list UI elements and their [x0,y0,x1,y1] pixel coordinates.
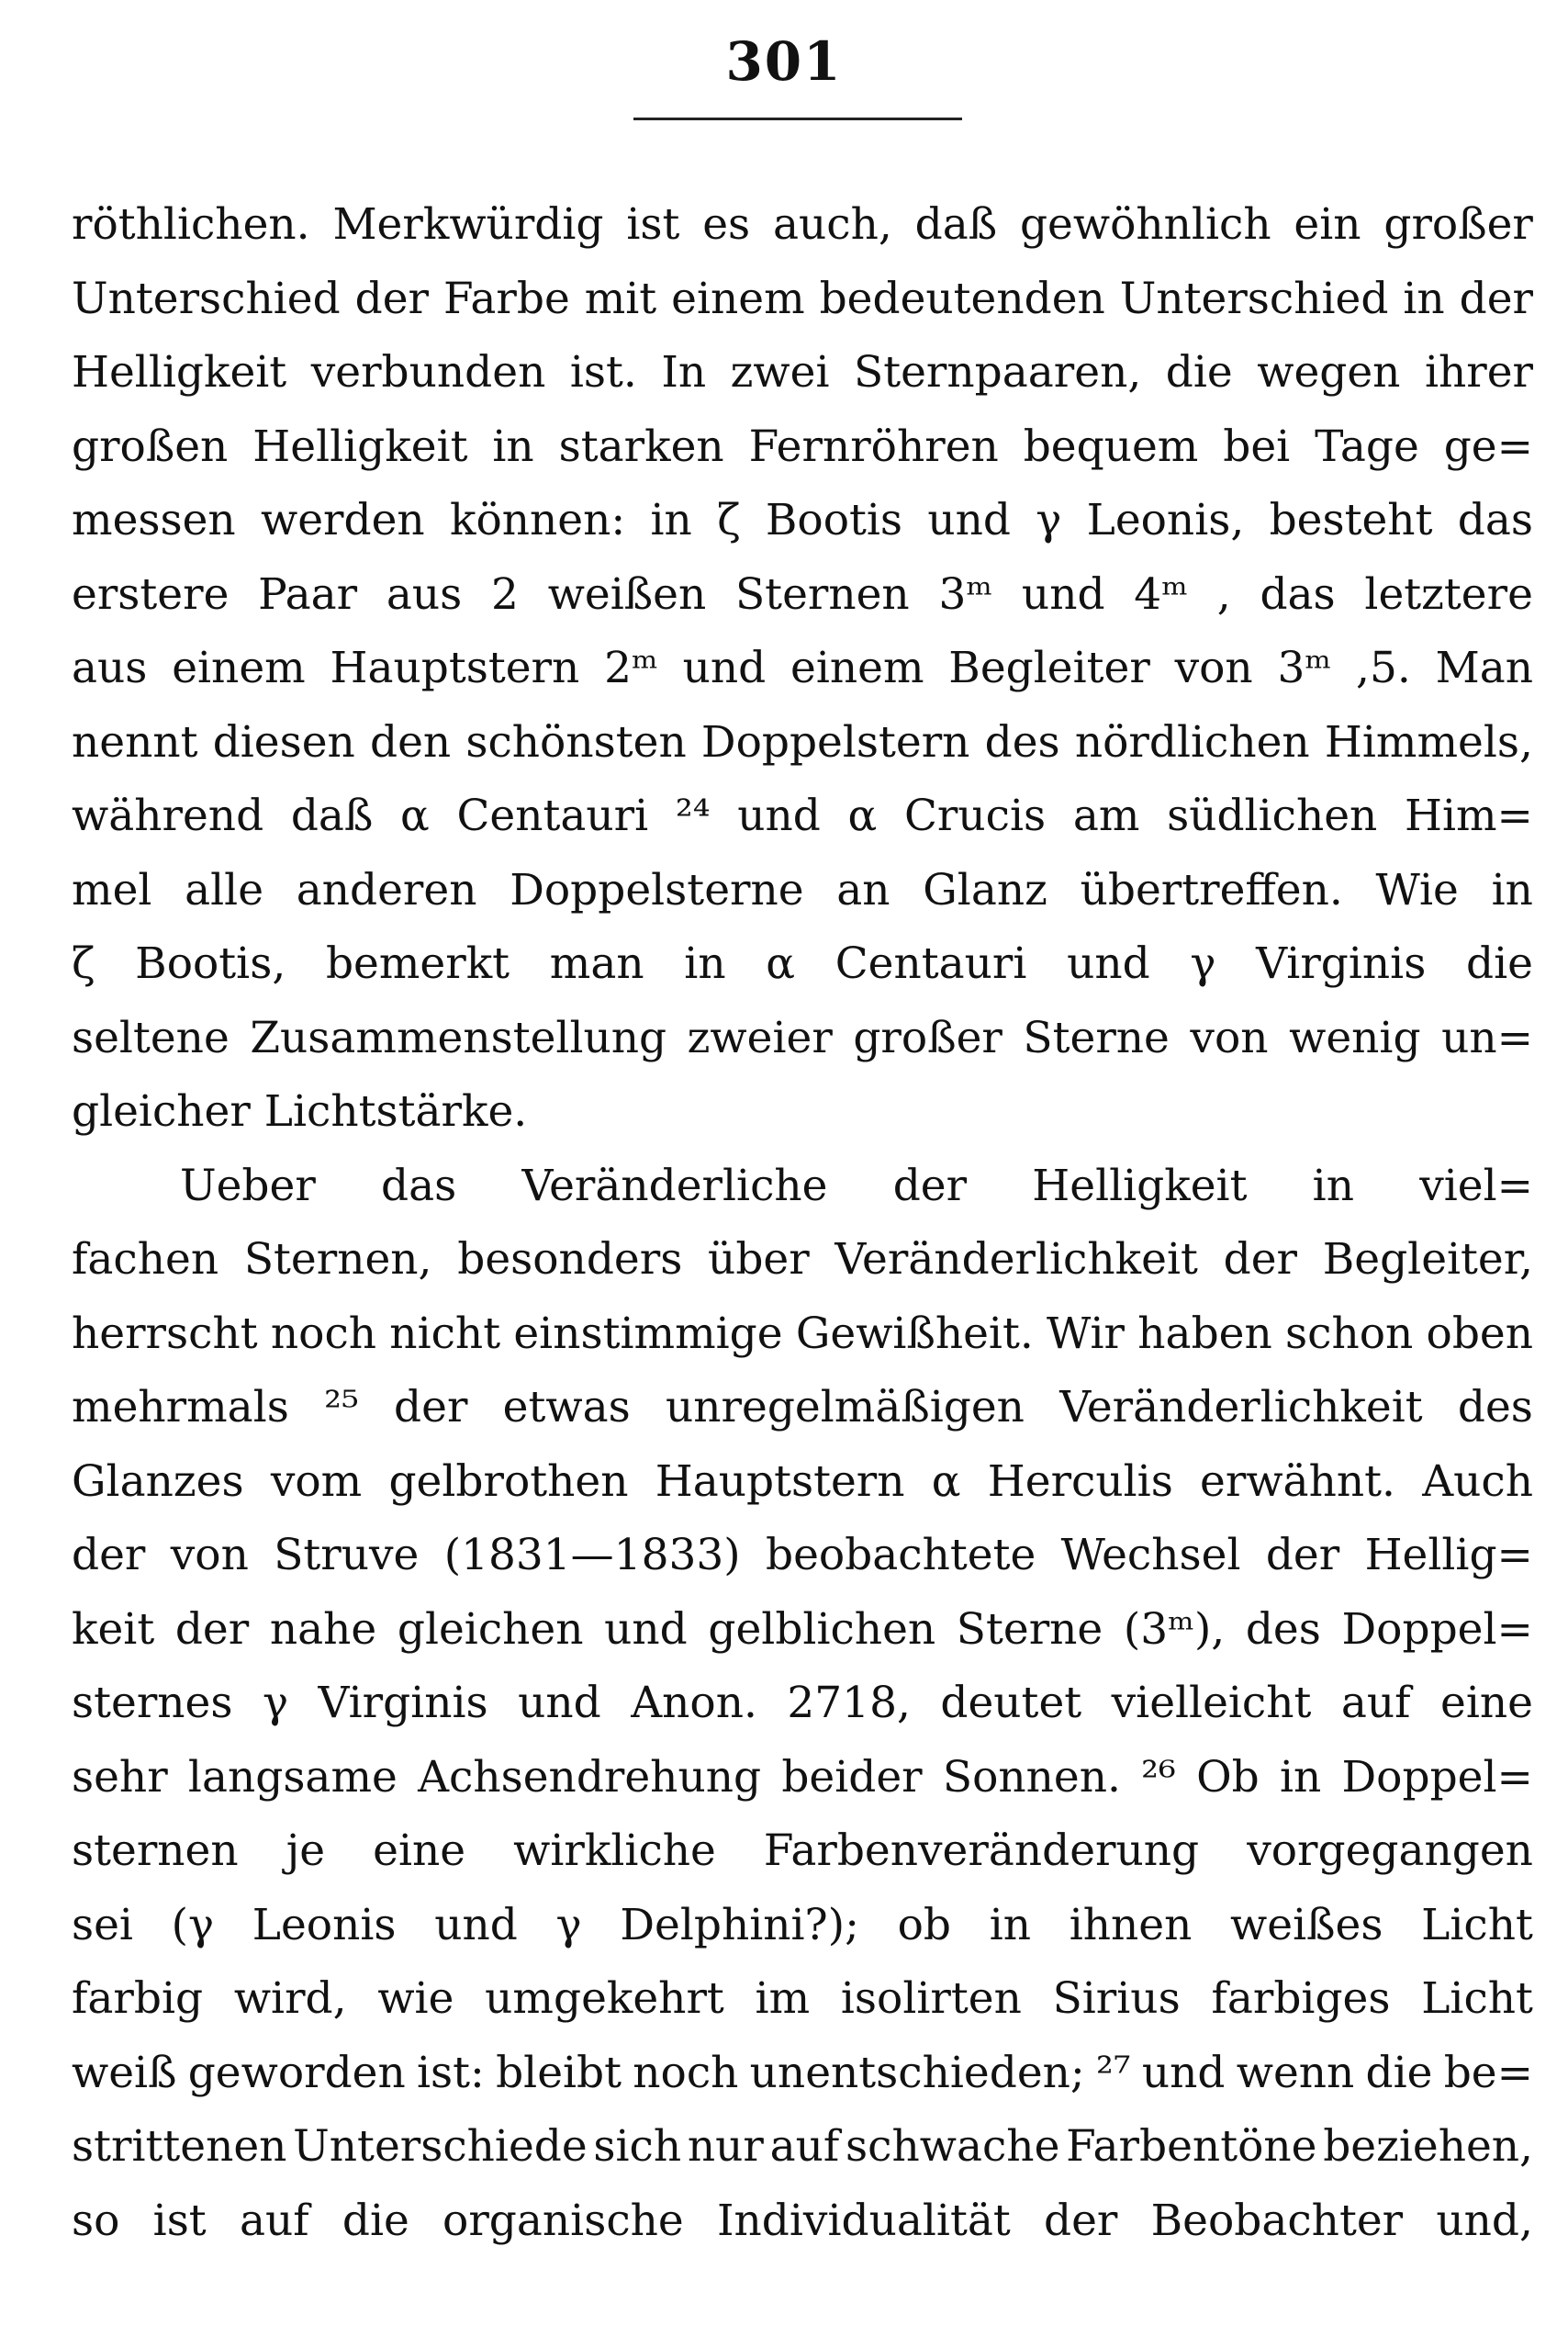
word: α [766,938,796,989]
word: isolirten [840,1973,1022,2024]
word: bequem [1023,421,1199,472]
word: Crucis [903,791,1047,841]
word: Begleiter, [1322,1234,1533,1285]
word: und, [1436,2195,1533,2246]
word: wird, [233,1973,347,2024]
word: und [1067,938,1150,989]
word: Unterschiede [293,2121,588,2172]
word: γ [1036,495,1062,545]
word: viel= [1419,1160,1533,1211]
word: ihnen [1069,1899,1193,1950]
word: unregelmäßigen [666,1382,1025,1432]
word: Virginis [1256,938,1427,989]
word: über [708,1234,810,1285]
word: das [381,1160,457,1211]
word: γ [262,1678,289,1728]
word: je [286,1825,326,1876]
word: gelbrothen [388,1455,629,1507]
word: es [702,199,751,250]
word: vorgegangen [1247,1825,1533,1876]
word: die [1466,938,1533,989]
word: farbiges [1211,1973,1391,2024]
word: werden [261,495,425,545]
word: Unterschied [1119,273,1389,324]
word: 2 [491,568,519,620]
word: γ [1190,938,1216,989]
text-line [72,2037,1533,2111]
word: in [684,938,726,989]
word: Doppelstern [700,716,970,768]
word: fachen [72,1234,219,1285]
word: ist: [417,2047,485,2098]
word: ist. [569,347,637,398]
word: haben [1137,1308,1272,1359]
word: einstimmige [513,1308,783,1359]
word: auf [239,2195,309,2246]
word: anderen [296,864,477,915]
word: übertreffen. [1080,864,1343,915]
word: Doppel= [1341,1751,1533,1803]
word: Leonis, [1086,495,1245,545]
word: Doppel= [1341,1603,1533,1655]
word: Gewißheit. [795,1308,1034,1359]
word: α [847,791,878,841]
word: unentschieden; [749,2047,1085,2098]
word: ist [626,199,680,250]
word: an [836,864,890,915]
word: Sternpaaren, [854,347,1142,398]
word: von [1190,1012,1269,1063]
word: Sonnen. [942,1751,1121,1803]
word: daß [914,199,998,250]
word: farbig [72,1973,204,2024]
word: beider [781,1751,923,1803]
word: weiß [72,2047,177,2098]
word: röthlichen. [72,199,310,250]
word: wie [377,1973,454,2024]
word: Sternen, [243,1234,432,1285]
word: und [1021,568,1105,620]
word: das [1260,568,1336,620]
word: be= [1443,2047,1533,2098]
word: ²⁷ [1095,2047,1131,2098]
word: noch [633,2047,739,2098]
text-line [72,706,1533,781]
word: weißen [547,568,707,620]
text-line: gleicher Lichtstärke. [72,1086,528,1137]
word: (γ [171,1899,215,1950]
word: Hauptstern [655,1455,905,1507]
text-line [72,1150,1533,1224]
word: großer [1383,199,1533,250]
word: nahe [269,1603,377,1655]
word: in [1403,273,1445,324]
word: α [931,1455,961,1507]
text-line [72,2110,1533,2185]
word: eine [373,1825,466,1876]
text-line [72,263,1533,337]
word: ein [1294,199,1361,250]
word: ²⁴ [675,791,711,841]
word: mit [584,273,657,324]
word: aus [386,568,463,620]
word: Fernröhren [748,421,999,472]
word: so [72,2195,120,2246]
word: Paar [258,568,358,620]
word: in [492,421,534,472]
word: und [737,791,821,841]
word: sei [72,1899,133,1950]
word: diesen [212,716,355,768]
word: 3ᵐ [938,568,993,620]
word: der [1265,1530,1340,1580]
word: ge= [1443,421,1533,472]
word: In [661,347,707,398]
word: erwähnt. [1200,1455,1395,1507]
word: Hauptstern [330,643,580,693]
word: umgekehrt [485,1973,724,2024]
word: die [342,2195,409,2246]
text-line [72,410,1533,485]
word: sternen [72,1825,239,1876]
word: 4ᵐ [1134,568,1189,620]
word: auf [1340,1678,1411,1728]
word: 3ᵐ [1277,643,1332,693]
word: nennt [72,716,198,768]
word: Man [1435,643,1533,693]
text-line [72,632,1533,706]
text-line [72,1962,1533,2037]
word: sich [593,2121,682,2172]
word: in [1279,1751,1322,1803]
word: Veränderlichkeit [1059,1382,1423,1432]
word: sternes [72,1678,233,1728]
word: weißes [1230,1899,1383,1950]
word: Wechsel [1060,1530,1241,1580]
word: besonders [457,1234,683,1285]
word: ²⁶ [1141,1751,1176,1803]
word: Sterne [956,1603,1103,1655]
word: (1831—1833) [443,1530,741,1580]
word: Licht [1421,1899,1533,1950]
text-line [72,1223,1533,1297]
word: beobachtete [765,1530,1036,1580]
word: noch [270,1308,377,1359]
word: nur [687,2121,764,2172]
word: Auch [1422,1455,1533,1507]
word: gelblichen [708,1603,936,1655]
word: schönsten [465,716,687,768]
word: messen [72,495,236,545]
word: Centauri [834,938,1027,989]
text-line [72,484,1533,558]
word: Farbenveränderung [763,1825,1200,1876]
word: organische [442,2195,684,2246]
word: ζ [717,495,741,545]
body-text [72,188,1533,2258]
word: auch, [772,199,892,250]
word: und [927,495,1011,545]
word: Merkwürdig [332,199,604,250]
word: bemerkt [325,938,510,989]
word: die [1365,2047,1433,2098]
text-line [72,780,1533,854]
word: Him= [1404,791,1533,841]
word: etwas [502,1382,631,1432]
word: Wie [1375,864,1459,915]
text-line [72,1519,1533,1593]
header-rule [633,118,962,120]
word: Struve [274,1530,420,1580]
text-line [72,1814,1533,1889]
word: vom [270,1455,363,1507]
word: aus [72,643,148,693]
word: Centauri [456,791,649,841]
word: in [989,1899,1031,1950]
word: sehr [72,1751,168,1803]
word: daß [290,791,374,841]
word: der [72,1530,146,1580]
word: Bootis, [135,938,286,989]
word: nicht [389,1308,501,1359]
word: , [1216,568,1231,620]
page-number: 301 [725,30,843,93]
word: un= [1441,1012,1533,1063]
word: am [1072,791,1140,841]
word: der [1459,273,1533,324]
word: vielleicht [1111,1678,1312,1728]
text-line [72,1445,1533,1520]
word: ζ [72,938,95,989]
word: ²⁵ [324,1382,359,1432]
word: Achsendrehung [418,1751,762,1803]
word: bleibt [496,2047,622,2098]
word: beziehen, [1323,2121,1533,2172]
word: starken [558,421,724,472]
word: mel [72,864,152,915]
word: Hellig= [1364,1530,1533,1580]
word: Himmels, [1324,716,1533,768]
word: geworden [187,2047,406,2098]
word: großen [72,421,229,472]
word: von [170,1530,249,1580]
word: Doppelsterne [510,864,804,915]
word: Farbe [442,273,570,324]
word: des [1245,1603,1321,1655]
text-line [72,1593,1533,1668]
word: Veränderliche [521,1160,828,1211]
word: ob [897,1899,951,1950]
word: wenig [1289,1012,1421,1063]
text-line [72,558,1533,633]
word: Sternen [734,568,910,620]
word: 2ᵐ [604,643,658,693]
word: Leonis [252,1899,397,1950]
word: auf [769,2121,840,2172]
word: Begleiter [948,643,1150,693]
word: bedeutenden [819,273,1105,324]
text-line [72,1889,1533,1963]
word: mehrmals [72,1382,289,1432]
word: die [1165,347,1233,398]
text-line [72,1667,1533,1741]
word: Wir [1047,1308,1126,1359]
word: ,5. [1356,643,1411,693]
word: strittenen [72,2121,287,2172]
word: eine [1440,1678,1533,1728]
word: und [604,1603,688,1655]
word: in [1491,864,1533,915]
word: Helligkeit [72,347,287,398]
word: schon [1285,1308,1414,1359]
word: und [434,1899,518,1950]
word: schwache [846,2121,1060,2172]
word: zwei [730,347,830,398]
word: der [1043,2195,1118,2246]
word: ihrer [1424,347,1533,398]
word: wegen [1257,347,1401,398]
word: γ [555,1899,582,1950]
word: südlichen [1167,791,1378,841]
text-line [72,1741,1533,1815]
word: der [354,273,430,324]
word: Tage [1315,421,1419,472]
word: Licht [1421,1973,1533,2024]
word: Bootis [765,495,903,545]
word: des [1457,1382,1533,1432]
text-line [72,1002,1533,1076]
word: Individualität [716,2195,1011,2246]
text-line [72,2185,1533,2259]
word: seltene [72,1012,230,1063]
word: und [518,1678,601,1728]
text-line [72,927,1533,1002]
word: großer [853,1012,1002,1063]
word: Herculis [987,1455,1173,1507]
word: Virginis [318,1678,488,1728]
word: Beobachter [1150,2195,1404,2246]
word: gewöhnlich [1019,199,1271,250]
word: herrscht [72,1308,258,1359]
word: Glanzes [72,1455,244,1507]
word: im [755,1973,811,2024]
word: Anon. [631,1678,757,1728]
word: alle [185,864,264,915]
word: während [72,791,264,841]
word: Ueber [180,1160,316,1211]
word: Veränderlichkeit [834,1234,1198,1285]
word: das [1457,495,1533,545]
word: Farbentöne [1066,2121,1317,2172]
word: der [1223,1234,1297,1285]
word: α [400,791,430,841]
word: langsame [187,1751,398,1803]
word: der [394,1382,468,1432]
word: einem [671,273,805,324]
word: wenn [1236,2047,1355,2098]
word: der [174,1603,250,1655]
word: in [1312,1160,1354,1211]
word: deutet [940,1678,1082,1728]
word: des [984,716,1060,768]
word: Glanz [923,864,1047,915]
word: von [1174,643,1253,693]
word: Zusammenstellung [250,1012,667,1063]
word: den [370,716,452,768]
word: wirkliche [513,1825,716,1876]
word: (3ᵐ), [1123,1603,1226,1655]
word: einem [172,643,306,693]
word: der [892,1160,968,1211]
text-line [72,1297,1533,1372]
word: Helligkeit [1032,1160,1248,1211]
word: einem [790,643,924,693]
word: Unterschied [72,273,341,324]
word: Ob [1196,1751,1260,1803]
word: letztere [1364,568,1533,620]
word: zweier [687,1012,833,1063]
word: ist [152,2195,207,2246]
text-line [72,854,1533,928]
word: oben [1426,1308,1533,1359]
word: Sirius [1052,1973,1181,2024]
word: und [1141,2047,1226,2098]
text-line [72,188,1533,263]
word: besteht [1269,495,1433,545]
word: Delphini?); [620,1899,859,1950]
word: nördlichen [1074,716,1310,768]
word: gleichen [397,1603,584,1655]
word: Sterne [1023,1012,1170,1063]
word: bei [1223,421,1291,472]
word: und [682,643,767,693]
word: in [650,495,692,545]
word: können: [449,495,626,545]
word: verbunden [310,347,546,398]
text-line [72,336,1533,410]
word: erstere [72,568,230,620]
text-line [72,1371,1533,1445]
word: 2718, [787,1678,911,1728]
word: Helligkeit [252,421,468,472]
word: keit [72,1603,155,1655]
word: man [549,938,644,989]
